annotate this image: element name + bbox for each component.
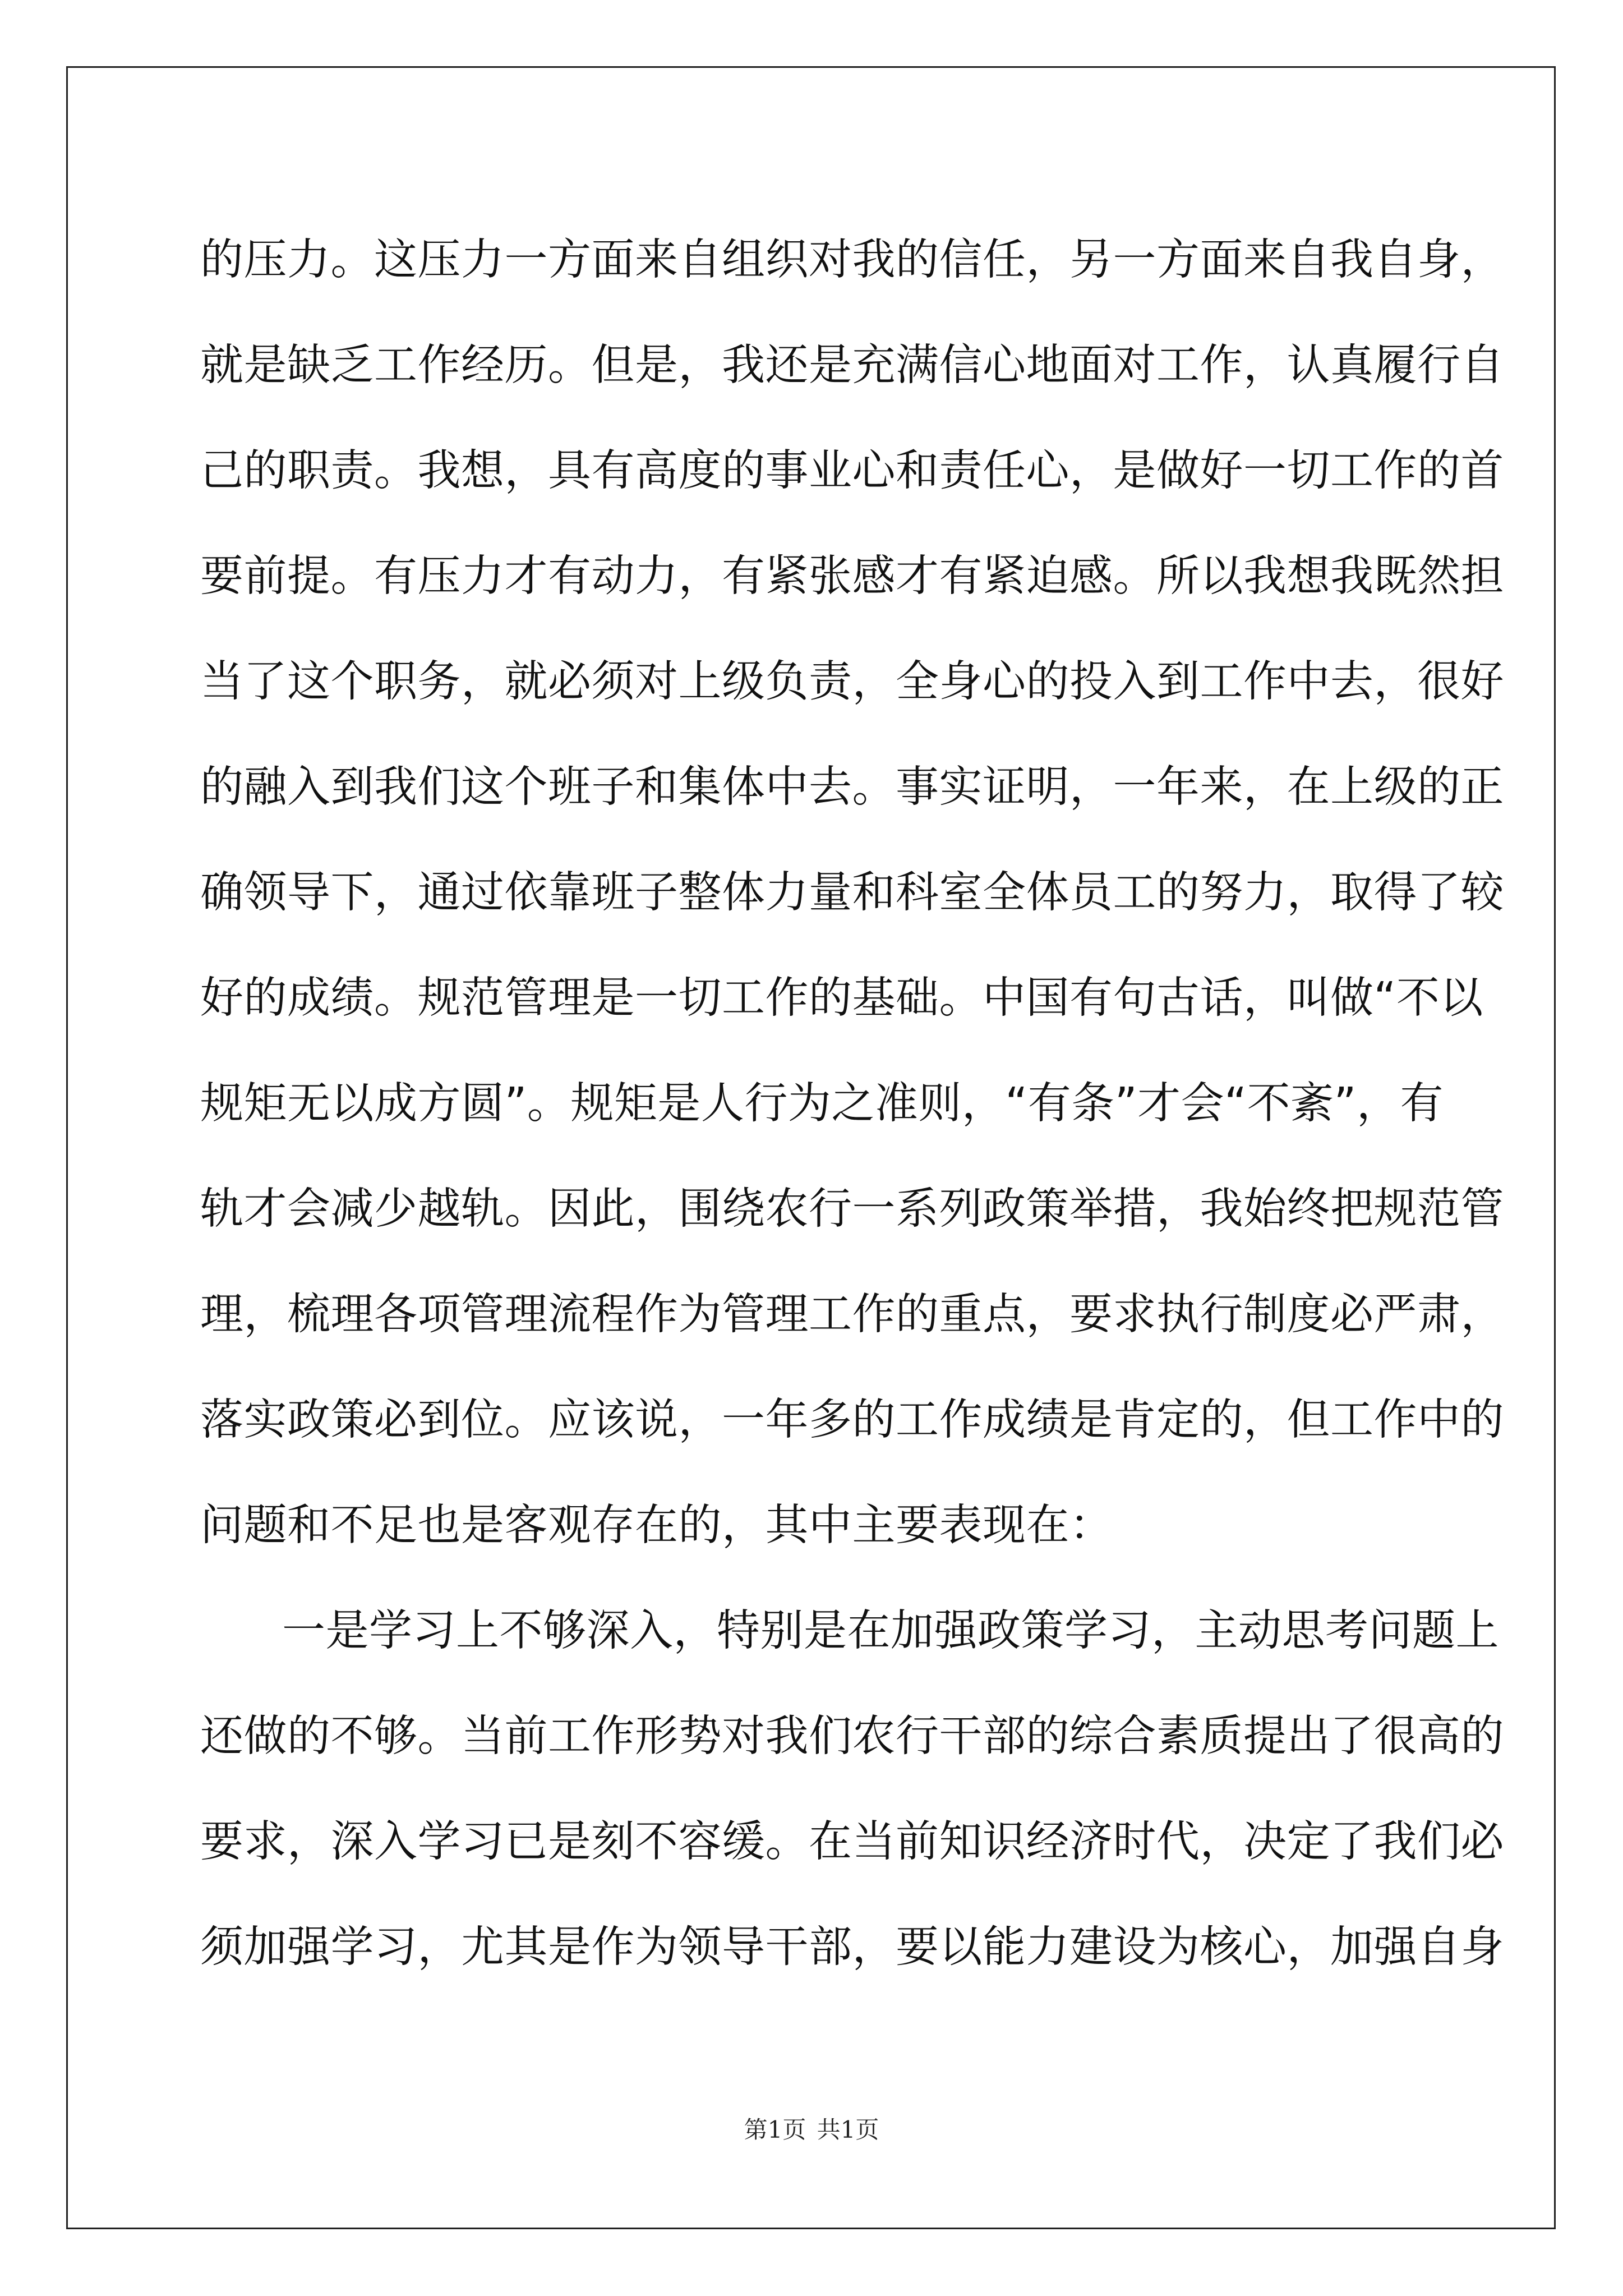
text-line: 问题和不足也是客观存在的，其中主要表现在： <box>200 1501 1113 1550</box>
text-line: 的融入到我们这个班子和集体中去。事实证明，一年来，在上级的正 <box>200 762 1504 812</box>
text-line: 确领导下，通过依靠班子整体力量和科室全体员工的努力，取得了较 <box>200 868 1504 918</box>
text-line: 的压力。这压力一方面来自组织对我的信任，另一方面来自我自身， <box>200 235 1504 285</box>
text-line: 理，梳理各项管理流程作为管理工作的重点，要求执行制度必严肃， <box>200 1290 1504 1340</box>
document-body <box>200 208 1504 2000</box>
text-line: 要前提。有压力才有动力，有紧张感才有紧迫感。所以我想我既然担 <box>200 551 1504 601</box>
text-line: 当了这个职务，就必须对上级负责，全身心的投入到工作中去，很好 <box>200 657 1504 707</box>
text-line: 要求，深入学习已是刻不容缓。在当前知识经济时代，决定了我们必 <box>200 1817 1504 1867</box>
text-line: 须加强学习，尤其是作为领导干部，要以能力建设为核心，加强自身 <box>200 1922 1504 1972</box>
paragraph-first-line: 一是学习上不够深入，特别是在加强政策学习，主动思考问题上 <box>282 1606 1499 1656</box>
text-line: 规矩无以成方圆”。规矩是人行为之准则，“有条”才会“不紊”，有 <box>200 1079 1444 1129</box>
text-line: 轨才会减少越轨。因此，围绕农行一系列政策举措，我始终把规范管 <box>200 1184 1504 1234</box>
text-line: 好的成绩。规范管理是一切工作的基础。中国有句古话，叫做“不以 <box>200 973 1483 1023</box>
text-line: 还做的不够。当前工作形势对我们农行干部的综合素质提出了很高的 <box>200 1711 1504 1761</box>
page-number-footer: 第1页 共1页 <box>744 2116 879 2143</box>
text-line: 就是缺乏工作经历。但是，我还是充满信心地面对工作，认真履行自 <box>200 341 1504 390</box>
text-line: 落实政策必到位。应该说，一年多的工作成绩是肯定的，但工作中的 <box>200 1395 1504 1445</box>
text-line: 己的职责。我想，具有高度的事业心和责任心，是做好一切工作的首 <box>200 446 1504 496</box>
